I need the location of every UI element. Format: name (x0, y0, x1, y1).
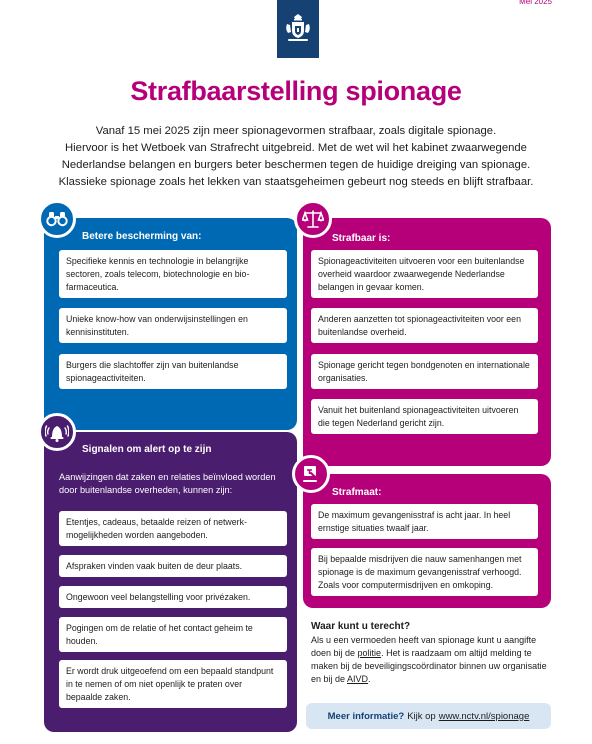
bescherming-item: Burgers die slachtoffer zijn van buitenlandse spionageactiviteiten. (59, 354, 287, 389)
strafbaar-item: Spionage gericht tegen bondgenoten en internationale organisaties. (311, 354, 538, 389)
contact-text-part: . (368, 674, 371, 684)
strafbaar-item: Anderen aanzetten tot spionageactiviteiten voor een buitenlandse overheid. (311, 308, 538, 343)
intro-line: Klassieke spionage zoals het lekken van staatsgeheimen gebeurt nog steeds en blijft strafbaar. (58, 176, 534, 188)
bescherming-item: Unieke know-how van onderwijsinstellingen en kennisinstituten. (59, 308, 287, 343)
scales-icon (302, 209, 324, 229)
strafmaat-title: Strafmaat: (332, 487, 382, 498)
intro-line: Hiervoor is het Wetboek van Strafrecht uitgebreid. Met de wet wil het kabinet zwaarwegende (65, 142, 527, 154)
contact-title: Waar kunt u terecht? (311, 621, 411, 632)
coat-of-arms-icon (285, 14, 311, 44)
more-info-bar (306, 703, 551, 729)
strafmaat-item: Bij bepaalde misdrijven die nauw samenhangen met spionage is de maximum gevangenisstraf verhoogd. Zoals voor computermisdrijven en omkoping. (311, 548, 538, 596)
more-info-text: Kijk op (407, 710, 436, 722)
strafbaar-item: Spionageactiviteiten uitvoeren voor een buitenlandse overheid waardoor zwaarwegende Nederlandse belangen in gevaar komen. (311, 250, 538, 298)
contact-text-part: . Het is raadzaam om altijd melding te maken bij de beveiligingscoördinator binnen uw organisatie en bij de (311, 648, 547, 684)
politie-link[interactable]: politie (357, 648, 382, 658)
bescherming-title: Betere bescherming van: (82, 231, 202, 242)
alarm-bell-icon (45, 422, 69, 442)
signalen-item: Er wordt druk uitgeoefend om een bepaald standpunt in te nemen of om niet openlijk te praten over bepaalde zaken. (59, 660, 287, 708)
contact-section (311, 621, 551, 686)
strafbaar-icon-badge (294, 200, 332, 238)
strafmaat-item: De maximum gevangenisstraf is acht jaar. In heel ernstige situaties twaalf jaar. (311, 504, 538, 539)
signalen-item: Ongewoon veel belangstelling voor privézaken. (59, 586, 287, 608)
signalen-icon-badge (38, 413, 76, 451)
intro-line: Nederlandse belangen en burgers beter beschermen tegen de huidige dreiging van spionage. (61, 159, 531, 171)
page-title: Strafbaarstelling spionage (130, 76, 462, 106)
aivd-link[interactable]: AIVD (347, 674, 369, 684)
signalen-subtitle: Aanwijzingen dat zaken en relaties beïnvloed worden door buitenlandse overheden, kunnen zijn: (59, 472, 276, 495)
signalen-title: Signalen om alert op te zijn (82, 444, 212, 455)
signalen-item: Afspraken vinden vaak buiten de deur plaats. (59, 555, 287, 577)
signalen-item: Etentjes, cadeaus, betaalde reizen of netwerk-mogelijkheden worden aangeboden. (59, 511, 287, 546)
rijksoverheid-logo (277, 0, 319, 58)
nctv-link[interactable]: www.nctv.nl/spionage (438, 710, 530, 722)
bescherming-icon-badge (38, 200, 76, 238)
strafmaat-icon-badge (292, 455, 330, 493)
signalen-item: Pogingen om de relatie of het contact geheim te houden. (59, 617, 287, 652)
date-label: Mei 2025 (519, 0, 552, 6)
strafbaar-title: Strafbaar is: (332, 233, 391, 244)
intro-text (48, 123, 544, 191)
bescherming-item: Specifieke kennis en technologie in belangrijke sectoren, zoals telecom, biotechnologie en bio-farmaceutica. (59, 250, 287, 298)
strafbaar-item: Vanuit het buitenland spionageactiviteiten uitvoeren die tegen Nederland gericht zijn. (311, 399, 538, 434)
more-info-label: Meer informatie? (327, 710, 405, 722)
contact-text (311, 634, 551, 686)
contact-text-part: Als u een vermoeden heeft van spionage kunt u aangifte doen bij de (311, 635, 537, 658)
intro-line: Vanaf 15 mei 2025 zijn meer spionagevormen strafbaar, zoals digitale spionage. (95, 125, 497, 137)
binoculars-icon (46, 211, 68, 227)
gavel-icon (301, 464, 321, 484)
